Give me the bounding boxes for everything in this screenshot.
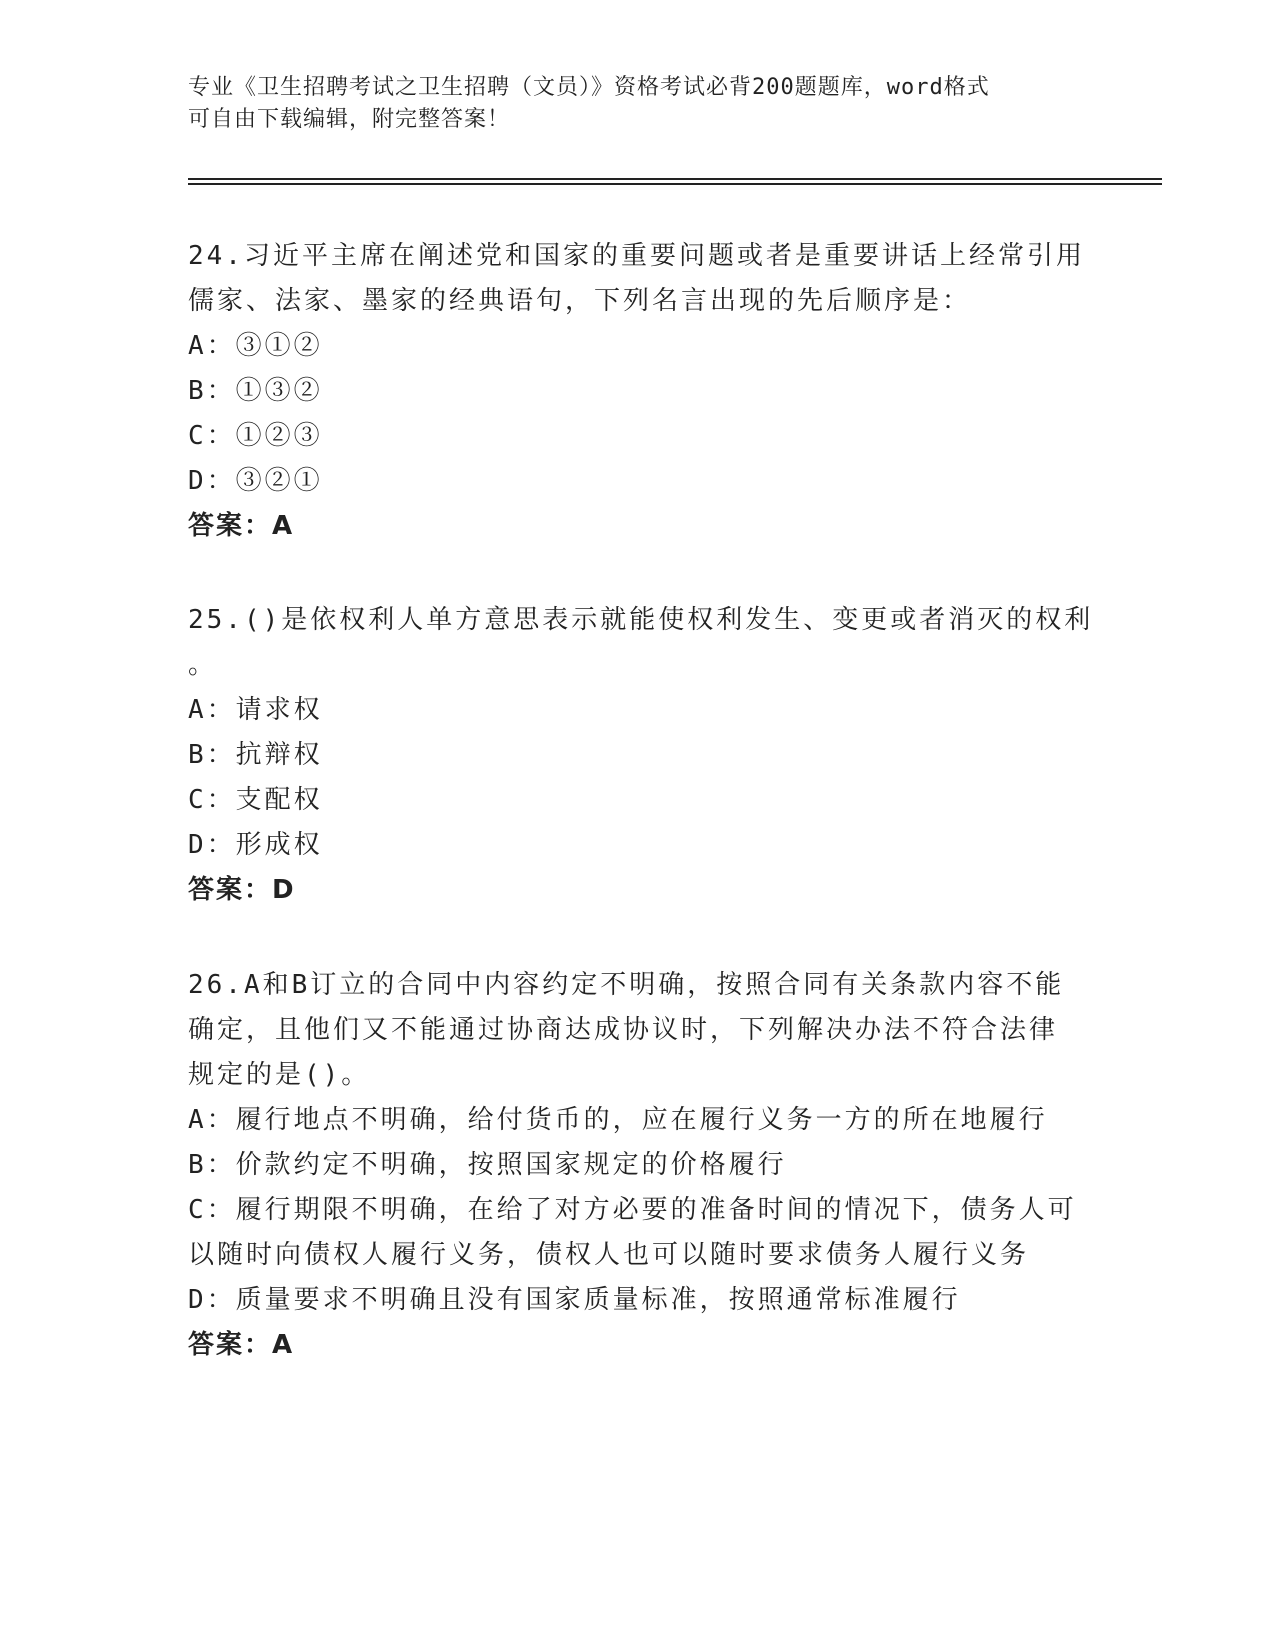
document-header	[188, 72, 1088, 136]
option-d: D：形成权	[188, 830, 323, 860]
question-text: 规定的是()。	[188, 1060, 371, 1090]
question-text: 26.A和B订立的合同中内容约定不明确，按照合同有关条款内容不能	[188, 970, 1065, 1000]
answer-line: 答案：A	[188, 511, 295, 541]
answer-line: 答案：D	[188, 875, 296, 905]
option-c: C：履行期限不明确，在给了对方必要的准备时间的情况下，债务人可	[188, 1195, 1077, 1225]
option-c: C：①②③	[188, 421, 323, 451]
option-d: D：③②①	[188, 466, 323, 496]
question-text: 25.()是依权利人单方意思表示就能使权利发生、变更或者消灭的权利	[188, 605, 1094, 635]
option-c-continued: 以随时向债权人履行义务，债权人也可以随时要求债务人履行义务	[188, 1240, 1030, 1270]
question-text: 确定，且他们又不能通过协商达成协议时，下列解决办法不符合法律	[188, 1015, 1059, 1045]
option-d: D：质量要求不明确且没有国家质量标准，按照通常标准履行	[188, 1285, 961, 1315]
question-26	[188, 963, 1088, 1368]
option-a: A：请求权	[188, 695, 323, 725]
option-b: B：抗辩权	[188, 740, 323, 770]
option-b: B：价款约定不明确，按照国家规定的价格履行	[188, 1150, 787, 1180]
option-a: A：履行地点不明确，给付货币的，应在履行义务一方的所在地履行	[188, 1105, 1048, 1135]
question-24	[188, 234, 1088, 549]
question-25	[188, 598, 1094, 913]
header-divider	[188, 178, 1162, 180]
question-text: 。	[188, 650, 218, 680]
answer-line: 答案：A	[188, 1330, 295, 1360]
header-line: 可自由下载编辑，附完整答案！	[188, 107, 511, 132]
option-b: B：①③②	[188, 376, 323, 406]
question-text: 儒家、法家、墨家的经典语句，下列名言出现的先后顺序是：	[188, 286, 972, 316]
header-divider	[188, 183, 1162, 185]
question-text: 24.习近平主席在阐述党和国家的重要问题或者是重要讲话上经常引用	[188, 241, 1085, 271]
option-c: C：支配权	[188, 785, 323, 815]
option-a: A：③①②	[188, 331, 323, 361]
header-line: 专业《卫生招聘考试之卫生招聘（文员）》资格考试必背200题题库，word格式	[188, 75, 990, 100]
